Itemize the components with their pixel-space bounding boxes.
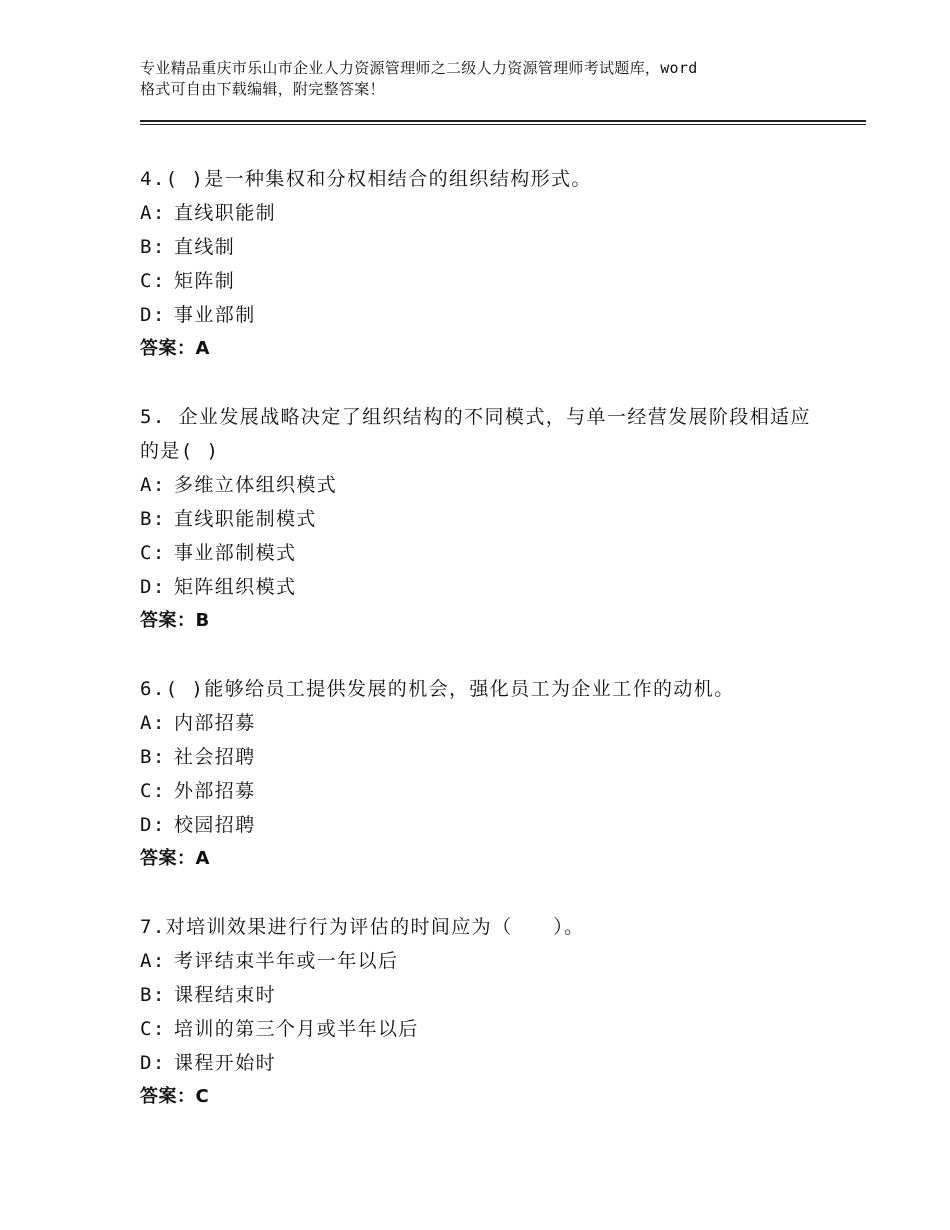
option-text: 事业部制 — [174, 304, 256, 326]
header-divider-thick — [140, 120, 866, 122]
option-text: 直线职能制模式 — [174, 508, 317, 530]
option-letter: B: — [140, 508, 166, 530]
document-header — [140, 58, 840, 100]
option-text: 课程结束时 — [174, 984, 277, 1006]
answer-line: 答案：C — [140, 1086, 210, 1107]
header-line-1: 专业精品重庆市乐山市企业人力资源管理师之二级人力资源管理师考试题库，word — [140, 59, 698, 77]
question-item — [140, 672, 830, 876]
question-list — [140, 162, 830, 1148]
option-b — [140, 740, 830, 774]
question-item — [140, 162, 830, 366]
option-c — [140, 536, 830, 570]
option-a — [140, 196, 830, 230]
option-text: 矩阵组织模式 — [174, 576, 297, 598]
option-d — [140, 1046, 830, 1080]
question-item — [140, 400, 830, 638]
option-text: 外部招募 — [174, 780, 256, 802]
option-d — [140, 808, 830, 842]
option-text: 多维立体组织模式 — [174, 474, 338, 496]
option-text: 校园招聘 — [174, 814, 256, 836]
option-b — [140, 230, 830, 264]
option-b — [140, 978, 830, 1012]
answer-line: 答案：B — [140, 610, 210, 631]
answer-line: 答案：A — [140, 848, 210, 869]
option-letter: D: — [140, 814, 166, 836]
answer-line: 答案：A — [140, 338, 210, 359]
option-text: 直线职能制 — [174, 202, 277, 224]
option-a — [140, 468, 830, 502]
option-d — [140, 298, 830, 332]
option-letter: D: — [140, 304, 166, 326]
option-d — [140, 570, 830, 604]
option-text: 直线制 — [174, 236, 236, 258]
option-letter: A: — [140, 202, 166, 224]
question-stem: 4.( )是一种集权和分权相结合的组织结构形式。 — [140, 168, 592, 190]
question-item — [140, 910, 830, 1114]
option-letter: B: — [140, 746, 166, 768]
question-stem: 6.( )能够给员工提供发展的机会，强化员工为企业工作的动机。 — [140, 678, 735, 700]
option-c — [140, 264, 830, 298]
option-text: 考评结束半年或一年以后 — [174, 950, 399, 972]
option-letter: D: — [140, 576, 166, 598]
option-text: 社会招聘 — [174, 746, 256, 768]
option-a — [140, 706, 830, 740]
header-line-2: 格式可自由下载编辑，附完整答案！ — [140, 80, 385, 98]
option-text: 培训的第三个月或半年以后 — [174, 1018, 419, 1040]
option-letter: B: — [140, 984, 166, 1006]
option-letter: C: — [140, 780, 166, 802]
option-text: 内部招募 — [174, 712, 256, 734]
option-letter: C: — [140, 270, 166, 292]
option-letter: A: — [140, 950, 166, 972]
header-divider-thin — [140, 124, 866, 125]
option-letter: A: — [140, 474, 166, 496]
option-letter: C: — [140, 542, 166, 564]
option-c — [140, 774, 830, 808]
option-text: 事业部制模式 — [174, 542, 297, 564]
option-text: 矩阵制 — [174, 270, 236, 292]
question-stem: 7.对培训效果进行行为评估的时间应为（ ）。 — [140, 916, 585, 938]
option-letter: C: — [140, 1018, 166, 1040]
option-letter: B: — [140, 236, 166, 258]
option-letter: A: — [140, 712, 166, 734]
option-a — [140, 944, 830, 978]
option-c — [140, 1012, 830, 1046]
option-b — [140, 502, 830, 536]
question-stem: 5. 企业发展战略决定了组织结构的不同模式，与单一经营发展阶段相适应的是( ) — [140, 406, 811, 462]
option-letter: D: — [140, 1052, 166, 1074]
option-text: 课程开始时 — [174, 1052, 277, 1074]
